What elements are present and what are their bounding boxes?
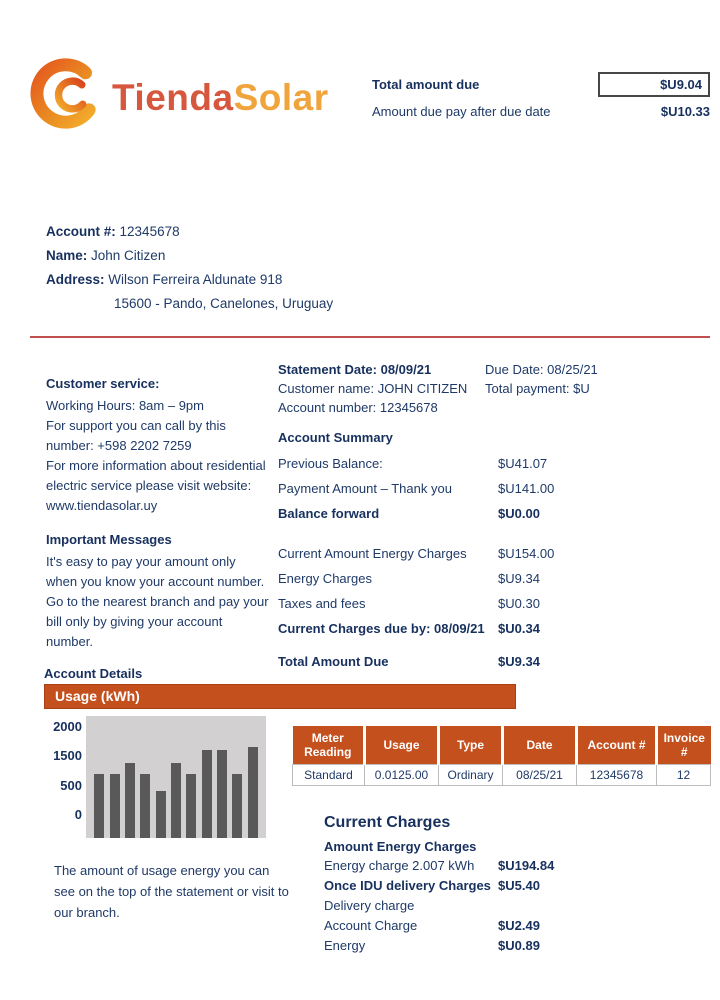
usage-bar (202, 750, 212, 838)
charge-label: Energy (324, 938, 366, 953)
account-number-value: 12345678 (119, 224, 180, 239)
account-summary-group-2 (278, 546, 610, 636)
summary-value: $U9.34 (498, 571, 540, 586)
important-messages-body: It's easy to pay your amount only when you know your account number. Go to the nearest branch and pay your bill only by giving your account number. (46, 554, 269, 649)
summary-label: Energy Charges (278, 571, 372, 586)
summary-row (278, 506, 610, 521)
address-label: Address: (46, 272, 105, 287)
usage-chart (44, 714, 270, 840)
usage-bar (110, 774, 120, 838)
customer-service-line: Working Hours: 8am – 9pm (46, 398, 204, 413)
charge-label: Energy charge 2.007 kWh (324, 858, 475, 873)
account-number-value-2: 12345678 (379, 400, 438, 415)
charge-value: $U0.89 (498, 938, 540, 953)
brand-name-solar: Solar (233, 76, 329, 118)
table-header-row (293, 726, 711, 764)
brand-logo (30, 58, 329, 137)
customer-service-heading: Customer service: (46, 376, 160, 391)
total-payment-line (485, 379, 598, 398)
customer-service-line: For more information about residential electric service please visit website: www.tiendasolar.uy (46, 458, 266, 513)
charge-label: Once IDU delivery Charges (324, 878, 491, 893)
usage-bar (186, 774, 196, 838)
table-cell: 12 (657, 764, 711, 785)
due-date-label: Due Date: (485, 362, 544, 377)
table-cell: Ordinary (439, 764, 503, 785)
account-holder-info (46, 220, 333, 316)
charge-row (324, 936, 616, 955)
charge-label: Amount Energy Charges (324, 839, 477, 854)
summary-row (278, 456, 610, 471)
amount-due-summary (372, 72, 710, 126)
statement-date-label: Statement Date: (278, 362, 377, 377)
address-line-1 (46, 268, 333, 292)
table-cell: 12345678 (577, 764, 657, 785)
usage-bar (156, 791, 166, 838)
usage-bar (125, 763, 135, 838)
total-due-label: Total amount due (372, 77, 480, 92)
customer-service-column (46, 374, 270, 652)
usage-bar (171, 763, 181, 838)
statement-date-value: 08/09/21 (380, 362, 432, 377)
customer-name-value: JOHN CITIZEN (377, 381, 468, 396)
charge-row (324, 876, 616, 895)
address-line-2: 15600 - Pando, Canelones, Uruguay (114, 296, 334, 311)
column-header: Date (503, 726, 577, 764)
charge-value: $U2.49 (498, 918, 540, 933)
total-amount-due-row (278, 654, 610, 669)
summary-row (278, 481, 610, 496)
summary-label: Taxes and fees (278, 596, 366, 611)
charge-label: Delivery charge (324, 898, 415, 913)
divider-rule (30, 336, 710, 338)
usage-bar (248, 747, 258, 839)
after-due-row (372, 104, 710, 119)
summary-row (278, 546, 610, 561)
current-charges-section (324, 814, 616, 956)
charge-label: Account Charge (324, 918, 418, 933)
table-cell: 08/25/21 (503, 764, 577, 785)
total-payment-value: $U (573, 381, 590, 396)
summary-label: Payment Amount – Thank you (278, 481, 452, 496)
total-due-row (372, 72, 710, 97)
summary-value: $U0.30 (498, 596, 540, 611)
address-value-1: Wilson Ferreira Aldunate 918 (108, 272, 283, 287)
charge-row (324, 839, 616, 855)
usage-note: The amount of usage energy you can see on the top of the statement or visit to our branch. (54, 863, 289, 920)
summary-row (278, 621, 610, 636)
summary-label: Current Amount Energy Charges (278, 546, 467, 561)
summary-value: $U154.00 (498, 546, 555, 561)
important-messages-heading: Important Messages (46, 532, 172, 547)
charge-value: $U194.84 (498, 858, 555, 873)
column-header: Invoice # (657, 726, 711, 764)
total-due-value: $U9.04 (598, 72, 710, 97)
account-number-line-2 (278, 398, 610, 417)
account-details-heading: Account Details (44, 666, 143, 681)
due-date-line (485, 360, 598, 379)
usage-bar (94, 774, 104, 838)
charge-row (324, 856, 616, 875)
current-charges-heading: Current Charges (324, 814, 451, 831)
usage-chart-plot (86, 716, 266, 838)
usage-bar (140, 774, 150, 838)
account-number-line (46, 220, 333, 244)
summary-value: $U41.07 (498, 456, 548, 471)
column-header: Account # (577, 726, 657, 764)
y-axis-tick: 0 (74, 807, 82, 822)
summary-row (278, 596, 610, 611)
total-payment-label: Total payment: (485, 381, 570, 396)
usage-bar (232, 774, 242, 838)
customer-service-line: For support you can call by this number: +598 2202 7259 (46, 418, 226, 453)
statement-column (278, 360, 610, 679)
total-amount-due-value: $U9.34 (498, 654, 540, 669)
summary-value: $U0.00 (498, 506, 540, 521)
charge-row (324, 896, 616, 915)
charge-value: $U5.40 (498, 878, 540, 893)
summary-label: Previous Balance: (278, 456, 383, 471)
summary-value: $U141.00 (498, 481, 555, 496)
y-axis-tick: 2000 (53, 719, 82, 734)
total-amount-due-label: Total Amount Due (278, 654, 389, 669)
customer-name-label: Customer name: (278, 381, 375, 396)
column-header: Usage (365, 726, 439, 764)
after-due-label: Amount due pay after due date (372, 104, 551, 119)
summary-label: Balance forward (278, 506, 380, 521)
usage-bar (217, 750, 227, 838)
column-header: Type (439, 726, 503, 764)
account-number-label-2: Account number: (278, 400, 377, 415)
table-cell: Standard (293, 764, 365, 785)
account-summary-group-1 (278, 456, 610, 521)
name-line (46, 244, 333, 268)
summary-row (278, 571, 610, 586)
name-value: John Citizen (91, 248, 166, 263)
brand-name-tienda: Tienda (112, 76, 234, 118)
due-date-value: 08/25/21 (547, 362, 598, 377)
account-summary-heading: Account Summary (278, 430, 393, 445)
y-axis-tick: 1500 (53, 748, 82, 763)
table-cell: 0.0125.00 (365, 764, 439, 785)
due-date-column (485, 360, 598, 398)
summary-label: Current Charges due by: 08/09/21 (278, 621, 485, 636)
charge-row (324, 916, 616, 935)
name-label: Name: (46, 248, 88, 263)
sun-swirl-icon (30, 58, 104, 137)
meter-reading-table (292, 726, 710, 786)
usage-banner: Usage (kWh) (44, 684, 516, 709)
column-header: Meter Reading (293, 726, 365, 764)
y-axis-tick: 500 (60, 778, 82, 793)
brand-wordmark (112, 77, 329, 119)
account-number-label: Account #: (46, 224, 116, 239)
summary-value: $U0.34 (498, 621, 540, 636)
table-row (293, 764, 711, 785)
after-due-value: $U10.33 (660, 104, 710, 119)
